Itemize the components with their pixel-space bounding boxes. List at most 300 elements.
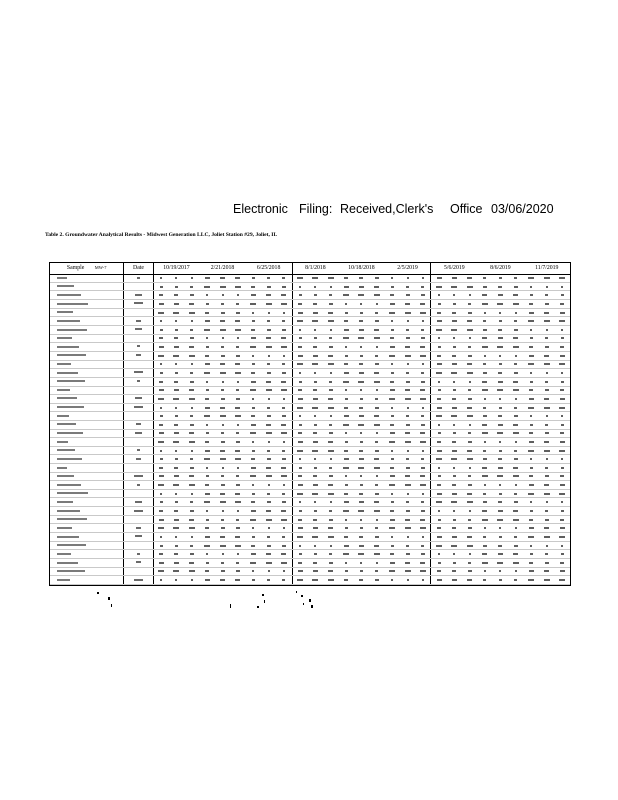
result-cell xyxy=(524,325,570,334)
date-col-9: 11/7/2019 xyxy=(524,263,570,275)
result-cell xyxy=(246,325,292,334)
result-cell xyxy=(199,472,245,481)
result-cell xyxy=(385,541,431,549)
result-cell xyxy=(199,567,245,575)
result-cell xyxy=(385,275,431,283)
result-cell xyxy=(338,351,384,360)
table-row xyxy=(50,507,570,516)
result-cell xyxy=(385,567,431,575)
result-cell xyxy=(199,558,245,567)
table-row xyxy=(50,351,570,360)
result-cell xyxy=(524,377,570,386)
result-cell xyxy=(199,507,245,516)
result-cell xyxy=(385,515,431,523)
result-cell xyxy=(199,394,245,403)
table-row xyxy=(50,446,570,455)
analyte-cell xyxy=(50,515,124,523)
result-cell xyxy=(153,300,199,309)
result-cell xyxy=(338,464,384,472)
result-cell xyxy=(385,343,431,352)
analyte-cell xyxy=(50,308,124,316)
result-cell xyxy=(246,394,292,403)
result-cell xyxy=(385,429,431,438)
filing-date: 03/06/2020 xyxy=(491,202,554,216)
standard-cell xyxy=(124,446,153,455)
standard-cell xyxy=(124,490,153,498)
groundwater-results-table xyxy=(49,262,571,586)
result-cell xyxy=(431,567,477,575)
table-row xyxy=(50,438,570,446)
result-cell xyxy=(199,291,245,300)
date-col-5: 10/18/2018 xyxy=(338,263,384,275)
result-cell xyxy=(292,412,338,420)
result-cell xyxy=(246,429,292,438)
result-cell xyxy=(246,343,292,352)
result-cell xyxy=(292,325,338,334)
result-cell xyxy=(524,403,570,412)
result-cell xyxy=(338,368,384,377)
result-cell xyxy=(292,472,338,481)
result-cell xyxy=(431,275,477,283)
result-cell xyxy=(385,377,431,386)
result-cell xyxy=(246,455,292,464)
result-cell xyxy=(431,360,477,368)
result-cell xyxy=(524,438,570,446)
result-cell xyxy=(477,481,523,490)
date-col-4: 8/1/2018 xyxy=(292,263,338,275)
result-cell xyxy=(246,576,292,585)
result-cell xyxy=(524,498,570,507)
standard-cell xyxy=(124,275,153,283)
result-cell xyxy=(524,420,570,429)
result-cell xyxy=(292,541,338,549)
result-cell xyxy=(524,394,570,403)
result-cell xyxy=(292,429,338,438)
result-cell xyxy=(246,368,292,377)
table-row xyxy=(50,334,570,342)
result-cell xyxy=(477,576,523,585)
result-cell xyxy=(431,464,477,472)
result-cell xyxy=(246,275,292,283)
date-col-1: 10/19/2017 xyxy=(153,263,199,275)
result-cell xyxy=(292,317,338,326)
result-cell xyxy=(338,308,384,316)
analyte-cell xyxy=(50,429,124,438)
analyte-cell xyxy=(50,282,124,290)
result-cell xyxy=(292,490,338,498)
result-cell xyxy=(246,317,292,326)
analyte-cell xyxy=(50,567,124,575)
analyte-cell xyxy=(50,368,124,377)
table-row xyxy=(50,533,570,542)
result-cell xyxy=(292,368,338,377)
date-col-7: 5/6/2019 xyxy=(431,263,477,275)
result-cell xyxy=(385,558,431,567)
result-cell xyxy=(246,334,292,342)
standard-cell xyxy=(124,368,153,377)
table-row xyxy=(50,498,570,507)
scan-mark xyxy=(301,595,303,597)
result-cell xyxy=(524,343,570,352)
result-cell xyxy=(246,420,292,429)
result-cell xyxy=(153,275,199,283)
result-cell xyxy=(153,464,199,472)
result-cell xyxy=(199,317,245,326)
unit-row xyxy=(50,275,570,283)
result-cell xyxy=(477,343,523,352)
scan-mark xyxy=(111,604,112,607)
result-cell xyxy=(246,446,292,455)
analyte-cell xyxy=(50,455,124,464)
scan-mark xyxy=(108,597,110,600)
result-cell xyxy=(477,533,523,542)
result-cell xyxy=(199,343,245,352)
analyte-cell xyxy=(50,325,124,334)
analyte-cell xyxy=(50,498,124,507)
result-cell xyxy=(385,394,431,403)
result-cell xyxy=(246,412,292,420)
table-row xyxy=(50,420,570,429)
result-cell xyxy=(431,377,477,386)
result-cell xyxy=(292,515,338,523)
standard-cell xyxy=(124,498,153,507)
result-cell xyxy=(246,507,292,516)
analyte-cell xyxy=(50,550,124,559)
result-cell xyxy=(292,481,338,490)
result-cell xyxy=(431,351,477,360)
result-cell xyxy=(153,472,199,481)
result-cell xyxy=(246,498,292,507)
result-cell xyxy=(292,455,338,464)
standard-cell xyxy=(124,558,153,567)
result-cell xyxy=(431,334,477,342)
table-row xyxy=(50,325,570,334)
result-cell xyxy=(292,377,338,386)
result-cell xyxy=(153,533,199,542)
result-cell xyxy=(338,438,384,446)
result-cell xyxy=(153,481,199,490)
result-cell xyxy=(153,394,199,403)
result-cell xyxy=(153,455,199,464)
result-cell xyxy=(477,308,523,316)
result-cell xyxy=(338,524,384,533)
result-cell xyxy=(385,412,431,420)
analyte-cell xyxy=(50,472,124,481)
result-cell xyxy=(385,386,431,394)
result-cell xyxy=(431,420,477,429)
standard-cell xyxy=(124,394,153,403)
result-cell xyxy=(524,507,570,516)
result-cell xyxy=(292,576,338,585)
header-row xyxy=(50,263,570,275)
table-row xyxy=(50,567,570,575)
result-cell xyxy=(524,533,570,542)
analyte-cell xyxy=(50,481,124,490)
standard-cell xyxy=(124,412,153,420)
result-cell xyxy=(431,368,477,377)
result-cell xyxy=(338,429,384,438)
analyte-cell xyxy=(50,576,124,585)
table-row xyxy=(50,291,570,300)
result-cell xyxy=(477,291,523,300)
result-cell xyxy=(385,360,431,368)
result-cell xyxy=(338,403,384,412)
standard-cell xyxy=(124,308,153,316)
standard-cell xyxy=(124,403,153,412)
result-cell xyxy=(292,300,338,309)
result-cell xyxy=(338,481,384,490)
well-id: MW-7 xyxy=(94,264,107,270)
result-cell xyxy=(246,558,292,567)
result-cell xyxy=(431,412,477,420)
result-cell xyxy=(524,550,570,559)
standard-cell xyxy=(124,334,153,342)
result-cell xyxy=(199,533,245,542)
result-cell xyxy=(153,308,199,316)
result-cell xyxy=(431,490,477,498)
result-cell xyxy=(199,377,245,386)
result-cell xyxy=(431,386,477,394)
result-cell xyxy=(385,481,431,490)
analyte-cell xyxy=(50,464,124,472)
result-cell xyxy=(524,490,570,498)
result-cell xyxy=(431,576,477,585)
result-cell xyxy=(524,515,570,523)
analyte-cell xyxy=(50,360,124,368)
table-row xyxy=(50,368,570,377)
result-cell xyxy=(338,325,384,334)
analyte-cell xyxy=(50,300,124,309)
result-cell xyxy=(153,558,199,567)
result-cell xyxy=(477,446,523,455)
analyte-cell xyxy=(50,394,124,403)
date-col-8: 8/6/2019 xyxy=(477,263,523,275)
result-cell xyxy=(338,386,384,394)
scan-mark xyxy=(309,599,311,602)
result-cell xyxy=(385,420,431,429)
date-col-2: 2/21/2018 xyxy=(199,263,245,275)
result-cell xyxy=(477,567,523,575)
analyte-cell xyxy=(50,524,124,533)
result-cell xyxy=(338,334,384,342)
result-cell xyxy=(338,300,384,309)
result-cell xyxy=(246,481,292,490)
result-cell xyxy=(524,412,570,420)
result-cell xyxy=(477,558,523,567)
result-cell xyxy=(431,403,477,412)
standard-cell xyxy=(124,455,153,464)
standard-cell xyxy=(124,550,153,559)
table-row xyxy=(50,308,570,316)
result-cell xyxy=(477,377,523,386)
analyte-cell xyxy=(50,317,124,326)
result-cell xyxy=(338,394,384,403)
analyte-cell xyxy=(50,420,124,429)
result-cell xyxy=(477,550,523,559)
filing-header xyxy=(233,202,554,216)
result-cell xyxy=(477,394,523,403)
result-cell xyxy=(385,282,431,290)
result-cell xyxy=(199,300,245,309)
analyte-cell xyxy=(50,343,124,352)
result-cell xyxy=(153,567,199,575)
result-cell xyxy=(477,507,523,516)
result-cell xyxy=(477,429,523,438)
result-cell xyxy=(431,394,477,403)
result-cell xyxy=(153,498,199,507)
table-row xyxy=(50,360,570,368)
result-cell xyxy=(431,550,477,559)
standard-cell xyxy=(124,567,153,575)
date-col-6: 2/5/2019 xyxy=(385,263,431,275)
result-cell xyxy=(246,464,292,472)
result-cell xyxy=(153,403,199,412)
standard-cell xyxy=(124,343,153,352)
result-cell xyxy=(385,507,431,516)
result-cell xyxy=(246,282,292,290)
standard-cell xyxy=(124,377,153,386)
result-cell xyxy=(199,490,245,498)
date-col-3: 6/25/2018 xyxy=(246,263,292,275)
result-cell xyxy=(246,490,292,498)
result-cell xyxy=(153,515,199,523)
result-cell xyxy=(199,334,245,342)
result-cell xyxy=(292,558,338,567)
result-cell xyxy=(199,360,245,368)
result-cell xyxy=(431,343,477,352)
result-cell xyxy=(524,308,570,316)
result-cell xyxy=(477,282,523,290)
table-row xyxy=(50,377,570,386)
scan-mark xyxy=(311,605,313,608)
result-cell xyxy=(524,282,570,290)
result-cell xyxy=(431,481,477,490)
result-cell xyxy=(385,308,431,316)
standard-cell xyxy=(124,541,153,549)
table-row xyxy=(50,343,570,352)
result-cell xyxy=(292,334,338,342)
standard-cell xyxy=(124,325,153,334)
result-cell xyxy=(292,446,338,455)
result-cell xyxy=(431,317,477,326)
date-label: Date xyxy=(124,263,153,275)
result-cell xyxy=(477,455,523,464)
result-cell xyxy=(431,308,477,316)
result-cell xyxy=(338,490,384,498)
result-cell xyxy=(153,524,199,533)
result-cell xyxy=(385,300,431,309)
result-cell xyxy=(524,446,570,455)
result-cell xyxy=(153,368,199,377)
result-cell xyxy=(524,472,570,481)
standard-cell xyxy=(124,507,153,516)
result-cell xyxy=(199,420,245,429)
result-cell xyxy=(524,524,570,533)
result-cell xyxy=(338,455,384,464)
result-cell xyxy=(246,438,292,446)
result-cell xyxy=(524,429,570,438)
result-cell xyxy=(338,576,384,585)
result-cell xyxy=(246,351,292,360)
standard-cell xyxy=(124,429,153,438)
analyte-cell xyxy=(50,291,124,300)
result-cell xyxy=(199,412,245,420)
scan-mark xyxy=(97,592,99,594)
scan-mark xyxy=(296,591,297,593)
result-cell xyxy=(524,300,570,309)
filing-word-4: Office xyxy=(450,202,483,216)
result-cell xyxy=(338,472,384,481)
result-cell xyxy=(338,282,384,290)
filing-word-3: Received,Clerk's xyxy=(340,202,434,216)
analyte-cell xyxy=(50,351,124,360)
analyte-cell xyxy=(50,334,124,342)
result-cell xyxy=(199,464,245,472)
result-cell xyxy=(153,490,199,498)
result-cell xyxy=(199,438,245,446)
result-cell xyxy=(199,275,245,283)
standard-cell xyxy=(124,515,153,523)
result-cell xyxy=(338,291,384,300)
standard-cell xyxy=(124,576,153,585)
standard-cell xyxy=(124,472,153,481)
result-cell xyxy=(385,368,431,377)
result-cell xyxy=(477,498,523,507)
result-cell xyxy=(524,455,570,464)
result-cell xyxy=(385,334,431,342)
result-cell xyxy=(292,394,338,403)
result-cell xyxy=(477,464,523,472)
result-cell xyxy=(385,403,431,412)
result-cell xyxy=(477,541,523,549)
table-row xyxy=(50,317,570,326)
result-cell xyxy=(477,275,523,283)
result-cell xyxy=(524,541,570,549)
scan-mark xyxy=(264,600,265,603)
table-row xyxy=(50,403,570,412)
result-cell xyxy=(431,291,477,300)
result-cell xyxy=(292,438,338,446)
result-cell xyxy=(292,291,338,300)
result-cell xyxy=(338,275,384,283)
result-cell xyxy=(524,360,570,368)
result-cell xyxy=(153,412,199,420)
result-cell xyxy=(338,377,384,386)
standard-cell xyxy=(124,351,153,360)
result-cell xyxy=(199,351,245,360)
scan-mark xyxy=(262,594,264,596)
result-cell xyxy=(477,334,523,342)
table-row xyxy=(50,481,570,490)
standard-cell xyxy=(124,282,153,290)
result-cell xyxy=(153,282,199,290)
result-cell xyxy=(431,524,477,533)
result-cell xyxy=(292,498,338,507)
result-cell xyxy=(246,533,292,542)
result-cell xyxy=(524,317,570,326)
result-cell xyxy=(477,412,523,420)
result-cell xyxy=(292,507,338,516)
result-cell xyxy=(246,541,292,549)
result-cell xyxy=(385,446,431,455)
table-row xyxy=(50,386,570,394)
result-cell xyxy=(338,567,384,575)
standard-cell xyxy=(124,300,153,309)
result-cell xyxy=(246,300,292,309)
result-cell xyxy=(338,343,384,352)
result-cell xyxy=(338,446,384,455)
table-row xyxy=(50,558,570,567)
